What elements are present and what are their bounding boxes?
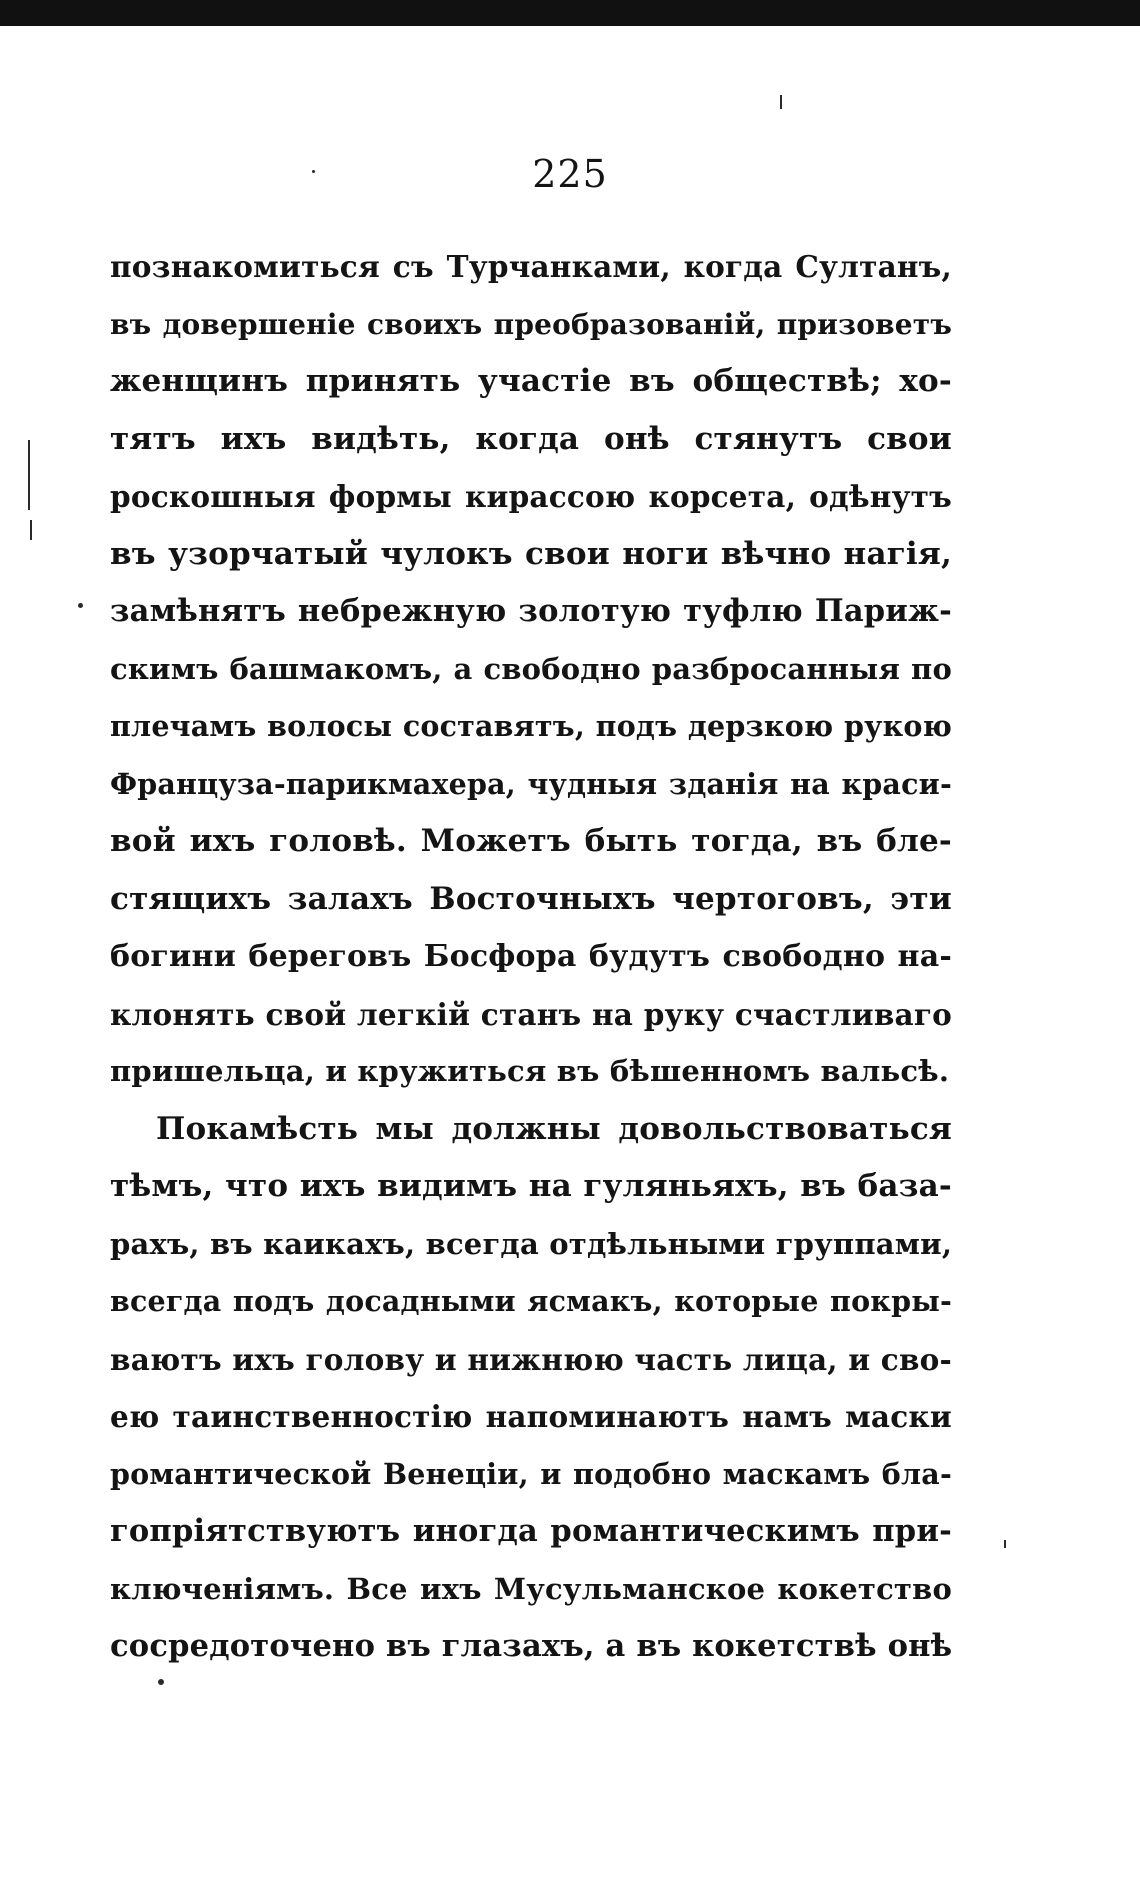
text-line: тѣмъ, что ихъ видимъ на гуляньяхъ, въ база-	[110, 1168, 952, 1204]
text-line: стящихъ залахъ Восточныхъ чертоговъ, эти	[110, 880, 952, 917]
text-line: ею таинственностію напоминаютъ намъ маски	[110, 1399, 952, 1434]
text-line: Француза-парикмахера, чудныя зданія на краси-	[110, 766, 952, 801]
text-line: всегда подъ досадными ясмакъ, которые покры-	[110, 1284, 952, 1318]
scan-speck	[158, 1679, 164, 1685]
text-line: роскошныя формы кирассою корсета, одѣнутъ	[110, 479, 952, 514]
text-line: клонять свой легкій станъ на руку счастливаго	[110, 996, 952, 1032]
scan-speck	[28, 440, 30, 510]
body-text	[110, 238, 952, 1676]
text-line: въ узорчатый чулокъ свои ноги вѣчно нагія,	[110, 535, 952, 572]
text-line: замѣнятъ небрежную золотую туфлю Париж-	[110, 593, 952, 629]
scan-speck	[78, 603, 83, 608]
text-line: въ довершеніе своихъ преобразованій, призоветъ	[110, 307, 952, 341]
scan-speck	[30, 520, 32, 540]
text-line: рахъ, въ каикахъ, всегда отдѣльными группами,	[110, 1226, 953, 1261]
text-line: гопріятствуютъ иногда романтическимъ при-	[110, 1513, 952, 1549]
text-line: богини береговъ Босфора будутъ свободно на-	[110, 939, 952, 974]
scan-speck	[312, 170, 315, 173]
text-line: скимъ башмакомъ, а свободно разбросанныя по	[110, 651, 952, 686]
text-line: вой ихъ головѣ. Можетъ быть тогда, въ бле-	[110, 823, 952, 859]
paragraph-first-line: Покамѣсть мы должны довольствоваться	[156, 1110, 952, 1147]
text-line: плечамъ волосы составятъ, подъ дерзкою рукою	[110, 709, 952, 743]
paragraph-last-line: пришельца, и кружиться въ бѣшенномъ вальсѣ.	[110, 1054, 950, 1088]
text-line: женщинъ принять участіе въ обществѣ; хо-	[110, 363, 952, 399]
text-line: ключеніямъ. Все ихъ Мусульманское кокетство	[110, 1571, 952, 1606]
scan-speck	[780, 95, 782, 109]
text-line: тятъ ихъ видѣть, когда онѣ стянутъ свои	[110, 420, 952, 457]
text-line: ваютъ ихъ голову и нижнюю часть лица, и сво-	[110, 1341, 952, 1377]
scan-top-border	[0, 0, 1140, 26]
scan-speck	[1004, 1540, 1006, 1548]
text-line: познакомиться съ Турчанками, когда Султанъ,	[110, 249, 952, 284]
text-line: романтической Венеціи, и подобно маскамъ бла-	[110, 1456, 952, 1491]
text-line: сосредоточено въ глазахъ, а въ кокетствѣ онѣ	[110, 1628, 953, 1664]
page-number: 225	[532, 152, 608, 196]
